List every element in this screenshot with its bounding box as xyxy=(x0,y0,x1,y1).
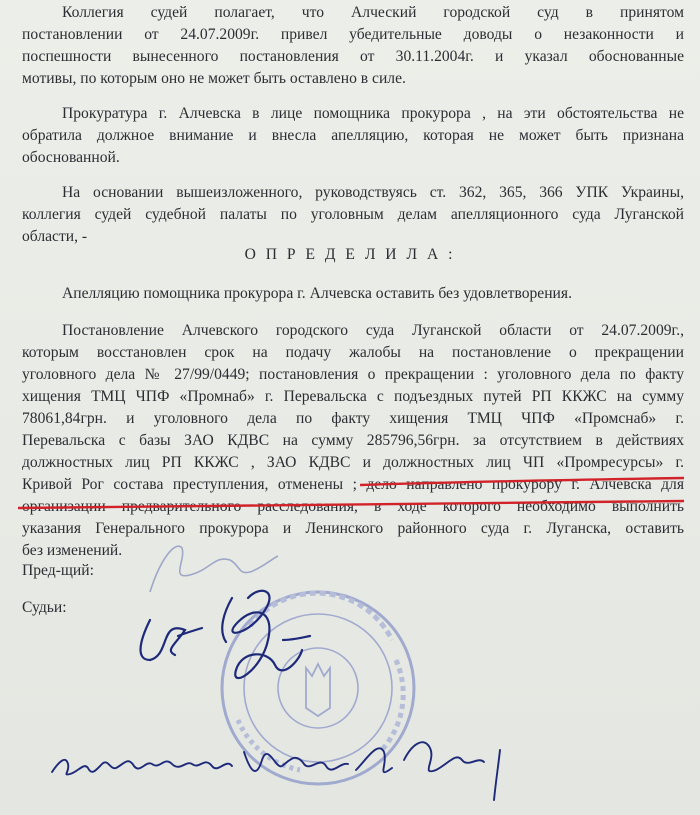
text-line: области, - xyxy=(22,228,88,245)
presiding-signature xyxy=(150,546,278,592)
text-line: должностных лиц РП ККЖС , ЗАО КДВС и должностных лиц ЧП «Промресурсы» г. xyxy=(22,454,684,471)
text-line: Коллегия судей полагает, что Алческий городской суд в принятом xyxy=(62,4,684,21)
text-line: обратила должное внимание и внесла апелляцию, которая не может быть признана xyxy=(22,127,684,144)
text-line: Кривой Рог состава преступления, отменены ; дело направлено прокурору г. Алчевска для xyxy=(22,476,684,493)
heading-text: О П Р Е Д Е Л И Л А : xyxy=(244,246,456,263)
red-underline-2 xyxy=(18,501,684,508)
text-line: которым восстановлен срок на подачу жалобы на постановление о прекращении xyxy=(22,344,684,361)
text-line: постановлении от 24.07.2009г. привел убедительные доводы о незаконности и xyxy=(22,26,684,43)
presiding-judge-label: Пред-щий: xyxy=(22,562,94,579)
text-line: без изменений. xyxy=(22,542,123,559)
handwritten-copy-certification xyxy=(52,742,500,800)
text-line: указания Генерального прокурора и Ленинского районного суда г. Луганска, оставить xyxy=(22,520,684,537)
text-line: мотивы, по которым оно не может быть оставлено в силе. xyxy=(22,70,406,87)
text-line: уголовного дела № 27/99/0449; постановления о прекращении : уголовного дела по факту xyxy=(22,366,684,383)
text-line: 78061,84грн. и уголовного дела по факту хищения ТМЦ ЧПФ «Промснаб» г. xyxy=(22,410,684,427)
red-underline-1 xyxy=(360,478,684,485)
text-line: Перевальска с базы ЗАО КДВС на сумму 285796,56грн. за отсутствием в действиях xyxy=(22,432,684,449)
text-line: хищения ТМЦ ЧПФ «Промнаб» г. Перевальска с подъездных путей РП ККЖС на сумму xyxy=(22,388,684,405)
text-line: Прокуратура г. Алчевска в лице помощника прокурора , на эти обстоятельства не xyxy=(62,105,684,122)
text-line: обоснованной. xyxy=(22,149,120,166)
trident-emblem-icon xyxy=(306,664,330,716)
text-line: Постановление Алчевского городского суда Луганской области от 24.07.2009г., xyxy=(62,322,684,339)
text-line: На основании вышеизложенного, руководствуясь ст. 362, 365, 366 УПК Украины, xyxy=(62,184,684,201)
text-line: Апелляцию помощника прокурора г. Алчевска оставить без удовлетворения. xyxy=(62,285,572,302)
judges-label: Судьи: xyxy=(22,599,67,616)
text-line: организации предварительного расследования, в ходе которого необходимо выполнить xyxy=(22,498,684,515)
text-line: коллегия судей судебной палаты по уголовным делам апелляционного суда Луганской xyxy=(22,206,684,223)
text-line: поспешности вынесенного постановления от 30.11.2004г. и указал обоснованные xyxy=(22,48,684,65)
